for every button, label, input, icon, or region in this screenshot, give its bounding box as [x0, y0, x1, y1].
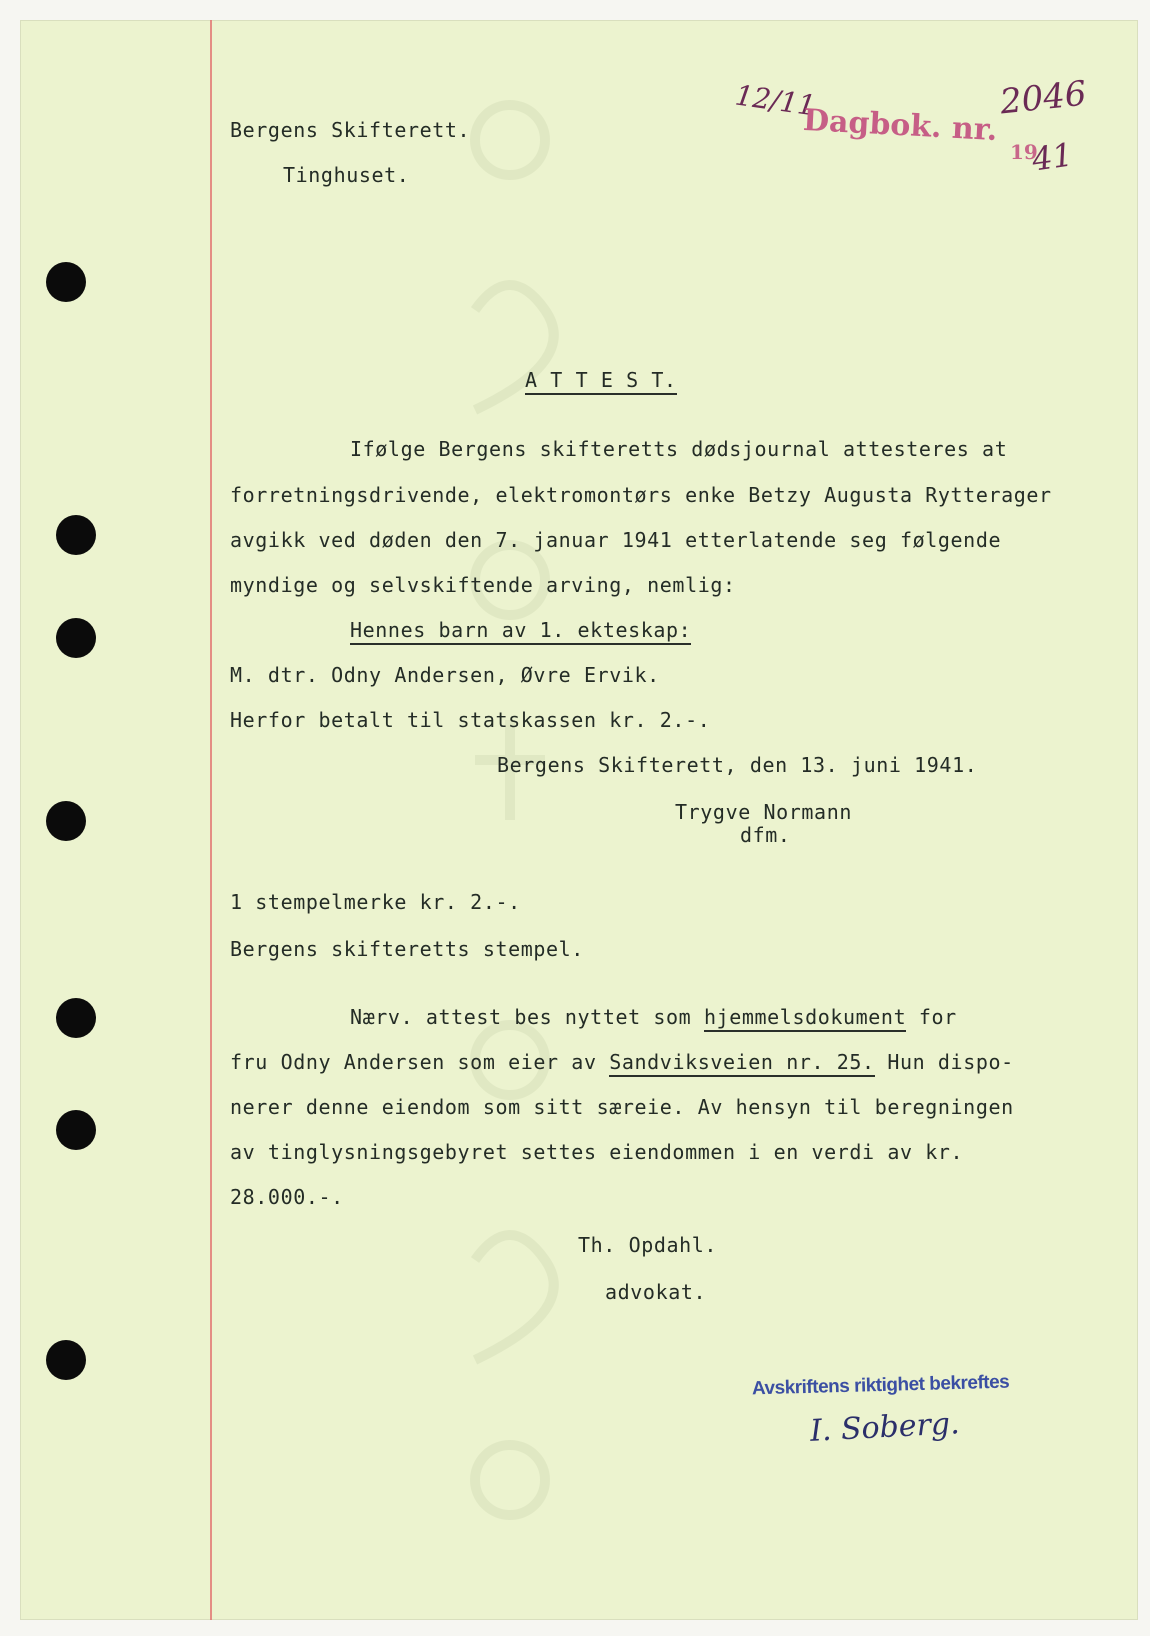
punch-hole: [56, 515, 96, 555]
registry-year-printed: 19: [1010, 140, 1038, 164]
fee-line: Herfor betalt til statskassen kr. 2.-.: [230, 708, 711, 732]
court-name: Bergens Skifterett.: [230, 118, 471, 142]
signer-name: Trygve Normann: [675, 800, 852, 824]
lawyer-title: advokat.: [605, 1280, 707, 1304]
heirs-heading: Hennes barn av 1. ekteskap:: [350, 618, 691, 645]
statement-line: av tinglysningsgebyret settes eiendommen i en verdi av kr.: [230, 1140, 964, 1164]
seal-line: Bergens skifteretts stempel.: [230, 937, 584, 961]
statement-line: nerer denne eiendom som sitt særeie. Av hensyn til beregningen: [230, 1095, 1014, 1119]
certification-signature: I. Soberg.: [809, 1406, 961, 1449]
certification-stamp: Avskriftens riktighet bekreftes: [751, 1371, 1010, 1400]
statement-underlined: Sandviksveien nr. 25.: [609, 1050, 874, 1077]
registry-year: 41: [1029, 135, 1076, 179]
statement-text: Hun dispo-: [874, 1050, 1014, 1074]
statement-line: [230, 1050, 1014, 1074]
stamp-duty-line: 1 stempelmerke kr. 2.-.: [230, 890, 521, 914]
margin-rule: [210, 20, 212, 1620]
registry-number: 2046: [998, 73, 1089, 123]
heir-line: M. dtr. Odny Andersen, Øvre Ervik.: [230, 663, 660, 687]
registry-date: 12/11: [733, 78, 818, 123]
punch-hole: [46, 262, 86, 302]
court-building: Tinghuset.: [283, 163, 410, 187]
body-line: Ifølge Bergens skifteretts dødsjournal attesteres at: [350, 437, 1008, 461]
body-line: myndige og selvskiftende arving, nemlig:: [230, 573, 736, 597]
lawyer-name: Th. Opdahl.: [578, 1233, 718, 1257]
punch-hole: [56, 618, 96, 658]
punch-hole: [46, 1340, 86, 1380]
statement-text: fru Odny Andersen som eier av: [230, 1050, 610, 1074]
statement-line: [350, 1005, 957, 1029]
statement-line: 28.000.-.: [230, 1185, 344, 1209]
statement-underlined: hjemmelsdokument: [704, 1005, 906, 1032]
body-line: forretningsdrivende, elektromontørs enke Betzy Augusta Rytterager: [230, 483, 1052, 507]
statement-text: Nærv. attest bes nyttet som: [350, 1005, 704, 1029]
watermark-icon: [460, 60, 560, 1580]
place-date: Bergens Skifterett, den 13. juni 1941.: [497, 753, 978, 777]
body-line: avgikk ved døden den 7. januar 1941 etterlatende seg følgende: [230, 528, 1002, 552]
punch-hole: [46, 801, 86, 841]
signer-title: dfm.: [740, 823, 791, 847]
punch-hole: [56, 998, 96, 1038]
registry-label: Dagbok. nr.: [802, 102, 999, 149]
document-title: A T T E S T.: [525, 368, 677, 395]
punch-hole: [56, 1110, 96, 1150]
statement-text: for: [906, 1005, 957, 1029]
